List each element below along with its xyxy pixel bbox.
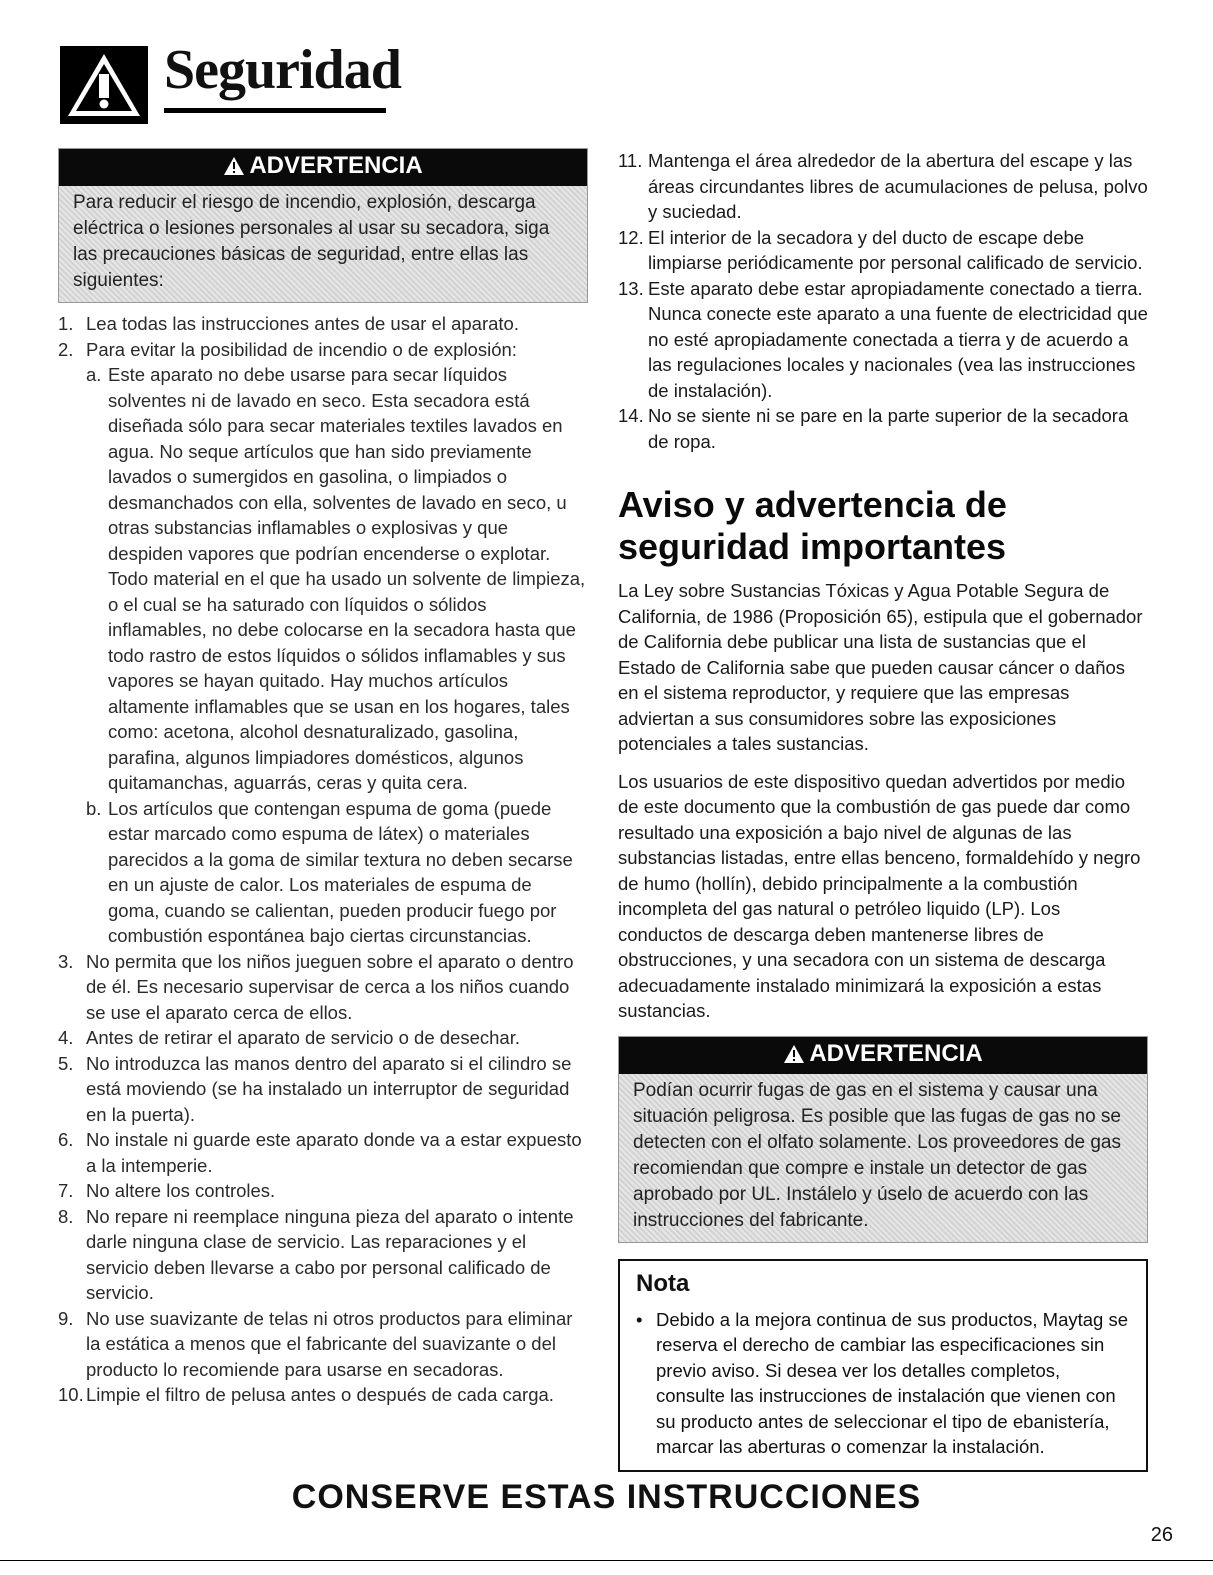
list-item [618, 403, 1148, 454]
list-item [58, 1178, 588, 1204]
warning-label: ADVERTENCIA [249, 152, 423, 179]
item-number: 14. [618, 405, 644, 426]
list-item [618, 148, 1148, 225]
item-text: Antes de retirar el aparato de servicio o de desechar. [86, 1027, 520, 1048]
list-item [618, 276, 1148, 404]
item-text: Limpie el filtro de pelusa antes o después de cada carga. [86, 1384, 554, 1405]
list-item [58, 1025, 588, 1051]
list-item [58, 311, 588, 337]
left-column [58, 148, 588, 1408]
note-item [636, 1307, 1130, 1460]
warning-text: Podían ocurrir fugas de gas en el sistema y causar una situación peligrosa. Es posible que las fugas de gas no se detecten con el olfato solamente. Los proveedores de gas recomiendan que compre e instale un detector de gas aprobado por UL. Instálelo y úselo de acuerdo con las instrucciones del fabricante. [633, 1079, 1121, 1231]
note-title: Nota [636, 1269, 690, 1297]
right-column [618, 148, 1148, 1472]
item-text: No altere los controles. [86, 1180, 276, 1201]
list-item [618, 225, 1148, 276]
warning-triangle-icon [223, 152, 245, 186]
item-number: a. [86, 364, 102, 385]
safety-list [58, 311, 588, 362]
sub-list-item [58, 796, 588, 949]
paragraph: La Ley sobre Sustancias Tóxicas y Agua Potable Segura de California, de 1986 (Proposición 65), estipula que el gobernador de California debe publicar una lista de sustancias que el Estado de California sabe que pueden causar cáncer o daños en el sistema reproductor, y requiere que las empresas adviertan a sus consumidores sobre las exposiciones potenciales a tales sustancias. [618, 580, 1143, 754]
item-text: Lea todas las instrucciones antes de usar el aparato. [86, 313, 519, 334]
warning-icon [60, 46, 148, 124]
paragraph: Los usuarios de este dispositivo quedan advertidos por medio de este documento que la combustión de gas puede dar como resultado una exposición a bajo nivel de algunas de las substancias listadas, entre ellas benceno, formaldehído y negro de humo (hollín), debido principalmente a la combustión incompleta del gas natural o petróleo liquido (LP). Los conductos de descarga deben mantenerse libres de obstrucciones, y una secadora con un sistema de descarga adecuadamente instalado minimizará la exposición a estas sustancias. [618, 770, 1141, 1021]
warning-text: Para reducir el riesgo de incendio, explosión, descarga eléctrica o lesiones personales al usar su secadora, siga las precauciones básicas de seguridad, entre ellas las siguientes: [73, 192, 550, 291]
item-text: Este aparato debe estar apropiadamente conectado a tierra. Nunca conecte este aparato a una fuente de electricidad que no esté apropiadamente conectada a tierra y de acuerdo a las regulaciones locales y nacionales (vea las instrucciones de instalación). [648, 277, 1148, 401]
item-number: 12. [618, 226, 644, 248]
page-header [60, 38, 400, 128]
item-number: 6. [58, 1129, 74, 1150]
note-text: Debido a la mejora continua de sus productos, Maytag se reserva el derecho de cambiar las especificaciones sin previo aviso. Si desea ver los detalles completos, consulte las instrucciones de instalación que vienen con su producto antes de seleccionar el tipo de ebanistería, marcar las aberturas o comenzar la instalación. [656, 1308, 1129, 1457]
bottom-rule [0, 1560, 1213, 1561]
item-text: No permita que los niños jueguen sobre el aparato o dentro de él. Es necesario supervisar de cerca a los niños cuando se use el aparato cerca de ellos. [86, 950, 574, 1023]
list-item [58, 1051, 588, 1128]
footer-title: CONSERVE ESTAS INSTRUCCIONES [291, 1478, 922, 1516]
list-item [58, 1306, 588, 1383]
note-box [618, 1259, 1148, 1472]
item-number: 13. [618, 277, 644, 299]
item-text: Para evitar la posibilidad de incendio o de explosión: [86, 338, 517, 360]
list-item [58, 1382, 588, 1408]
page-number: 26 [1150, 1524, 1173, 1546]
warning-header [59, 149, 587, 186]
item-text: No se siente ni se pare en la parte superior de la secadora de ropa. [648, 405, 1129, 452]
section-heading: Aviso y advertencia de seguridad importantes [618, 484, 1007, 567]
item-number: 9. [58, 1307, 74, 1329]
warning-label: ADVERTENCIA [809, 1039, 983, 1067]
item-text: El interior de la secadora y del ducto de escape debe limpiarse periódicamente por personal calificado de servicio. [648, 226, 1143, 273]
warning-box [58, 148, 588, 303]
item-text: Este aparato no debe usarse para secar líquidos solventes ni de lavado en seco. Esta secadora está diseñada sólo para secar materiales textiles lavados en agua. No seque artículos que han sido previamente lavados o sumergidos en gasolina, o limpiados o desmanchados con ella, solventes de lavado en seco, u otras substancias inflamables o explosivas y que despiden vapores que podrían encenderse o explotar. Todo material en el que ha usado un solvente de limpieza, o el cual se ha saturado con líquidos o sólidos inflamables, no debe colocarse en la secadora hasta que todo rastro de estos líquidos o sólidos inflamables y sus vapores se hayan quitado. Hay muchos artículos altamente inflamables que se usan en los hogares, tales como: acetona, alcohol desnaturalizado, gasolina, parafina, algunos limpiadores domésticos, algunos quitamanchas, aguarrás, ceras y quita cera. [108, 364, 586, 793]
sub-list-item [58, 362, 588, 796]
item-text: Mantenga el área alrededor de la abertura del escape y las áreas circundantes libres de acumulaciones de pelusa, polvo y suciedad. [648, 150, 1148, 222]
item-number: 4. [58, 1027, 74, 1048]
item-number: 2. [58, 338, 74, 360]
title-underline [164, 108, 386, 113]
item-number: 7. [58, 1180, 74, 1201]
list-item [58, 1204, 588, 1306]
item-number: 10. [58, 1384, 84, 1405]
safety-list-right [618, 148, 1148, 454]
item-number: 1. [58, 313, 74, 334]
item-number: b. [86, 797, 102, 819]
item-text: No repare ni reemplace ninguna pieza del aparato o intente darle ninguna clase de servicio. Las reparaciones y el servicio deben llevarse a cabo por personal calificado de servicio. [86, 1205, 574, 1303]
list-item [58, 949, 588, 1026]
item-number: 3. [58, 950, 74, 972]
list-item [58, 1127, 588, 1178]
item-number: 11. [618, 150, 643, 171]
item-text: No introduzca las manos dentro del aparato si el cilindro se está moviendo (se ha instalado un interruptor de seguridad en la puerta). [86, 1052, 572, 1125]
safety-list-continued [58, 949, 588, 1408]
item-text: Los artículos que contengan espuma de goma (puede estar marcado como espuma de látex) o materiales parecidos a la goma de similar textura no deben secarse en un ajuste de calor. Los materiales de espuma de goma, cuando se calientan, pueden producir fuego por combustión espontánea bajo ciertas circunstancias. [108, 797, 573, 946]
item-text: No use suavizante de telas ni otros productos para eliminar la estática a menos que el fabricante del suavizante o del producto lo recomiende para usarse en secadoras. [86, 1307, 573, 1380]
warning-header [619, 1037, 1147, 1074]
bullet: • [636, 1308, 643, 1330]
page-title: Seguridad [164, 39, 401, 101]
list-item [58, 337, 588, 363]
item-number: 5. [58, 1052, 74, 1074]
item-text: No instale ni guarde este aparato donde va a estar expuesto a la intemperie. [86, 1129, 582, 1176]
warning-box [618, 1036, 1148, 1243]
warning-triangle-icon [783, 1040, 805, 1074]
item-number: 8. [58, 1205, 74, 1227]
